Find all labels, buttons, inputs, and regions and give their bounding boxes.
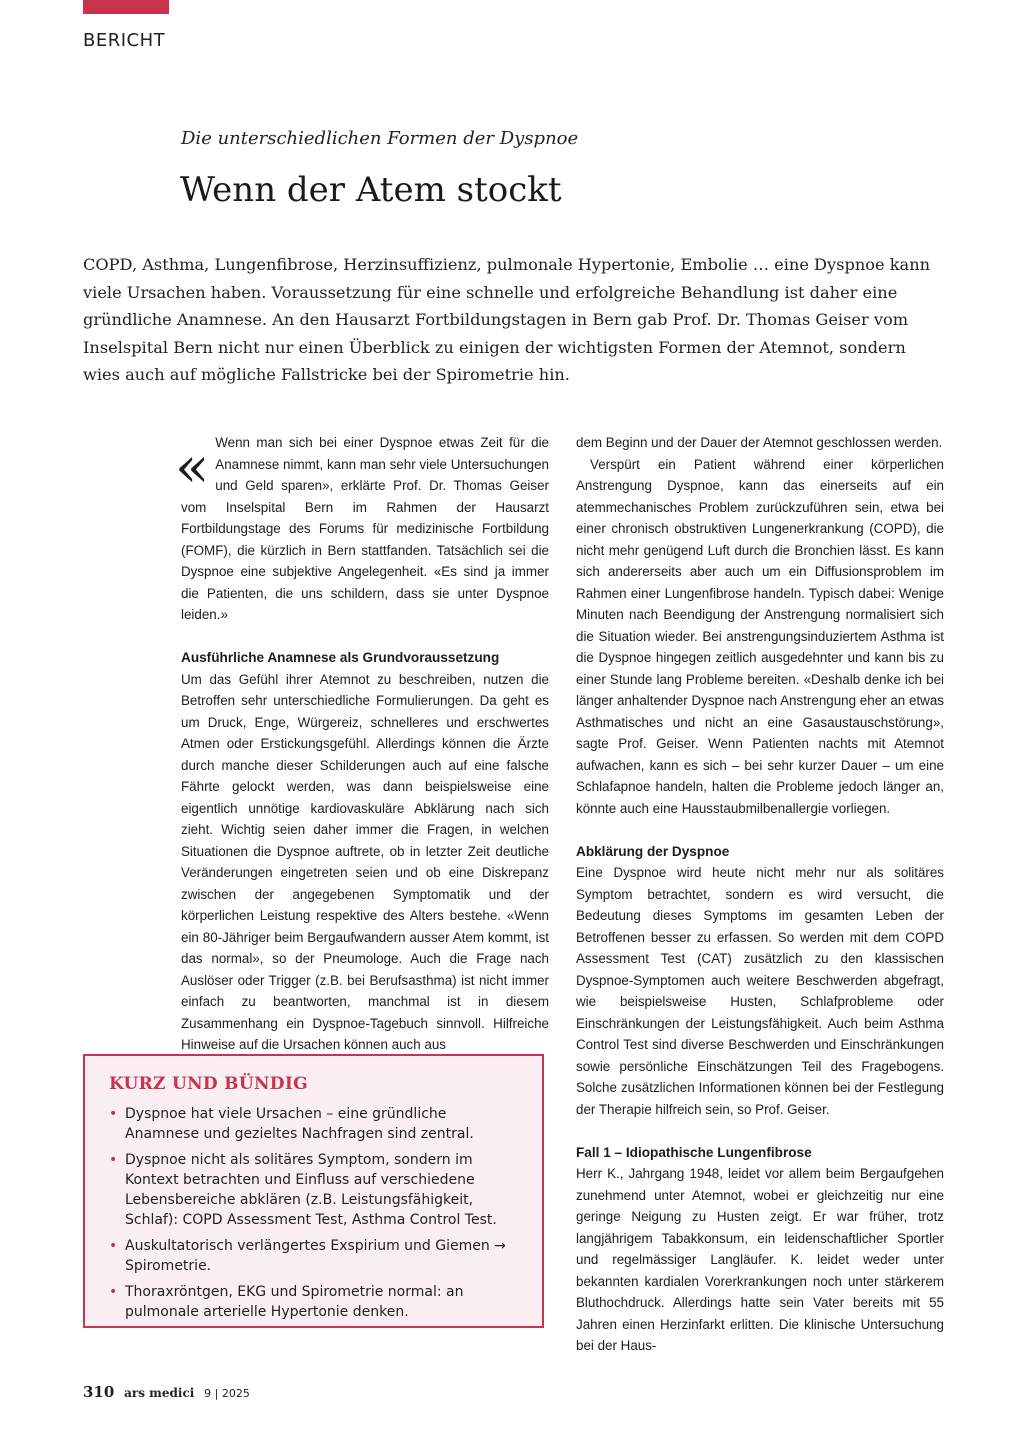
body-paragraph: Um das Gefühl ihrer Atemnot zu beschreiben, nutzen die Betroffen sehr unterschiedliche Formulierungen. Da geht es um Druck, Enge, Würgereiz, schnelleres und erschwertes Atmen oder Erstickungsgefühl. Allerdings können die Ärzte durch manche dieser Schilderungen auch auf eine falsche Fährte gelockt werden, was dann beispielsweise eine eigentlich unnötige kardiovaskuläre Abklärung nach sich zieht. Wichtig seien daher immer die Fragen, in welchen Situationen die Dyspnoe auftrete, ob in letzter Zeit deutliche Veränderungen eingetreten seien und ob eine Diskrepanz zwischen der angegebenen Symptomatik und der körperlichen Leistung respektive des Alters bestehe. «Wenn ein 80-Jähriger beim Bergaufwandern ausser Atem kommt, ist das normal», so der Pneumologe. Auch die Frage nach Auslöser oder Trigger (z.B. bei Berufsasthma) ist nicht immer einfach zu beantworten, manchmal ist in diesem Zusammenhang ein Dyspnoe-Tagebuch sinnvoll. Hilfreiche Hinweise auf die Ursachen können auch aus (181, 671, 549, 1052)
intro-text: Wenn man sich bei einer Dyspnoe etwas Zeit für die Anamnese nimmt, kann man sehr viele Untersuchungen und Geld sparen», erklärte Prof. Dr. Thomas Geiser vom Inselspital Bern im Rahmen der Hausarzt Fortbildungstage des Forums für medizinische Fortbildung (FOMF), die kürzlich in Bern stattfanden. Tatsächlich sei die Dyspnoe eine subjektive Angelegenheit. «Es sind ja immer die Patienten, die uns schildern, dass sie unter Dyspnoe leiden.» (181, 435, 549, 622)
text-column-right (576, 432, 944, 1357)
summary-list (109, 1104, 514, 1322)
subheading-abklaerung: Abklärung der Dyspnoe (576, 843, 730, 859)
issue-number: 9 | 2025 (204, 1387, 250, 1400)
bullet-icon: • (109, 1106, 118, 1122)
summary-box-title: KURZ UND BÜNDIG (109, 1074, 308, 1094)
article-headline: Wenn der Atem stockt (180, 170, 562, 210)
bullet-icon: • (109, 1284, 118, 1300)
opening-quote-mark: « (175, 435, 210, 500)
summary-list-item: • Auskultatorisch verlängertes Exspirium und Giemen → Spirometrie. (109, 1238, 506, 1274)
body-paragraph: Eine Dyspnoe wird heute nicht mehr nur als solitäres Symptom betrachtet, sondern es wird versucht, die Bedeutung dieses Symptoms im gesamten Leben der Betroffenen besser zu erfassen. So werden mit dem COPD Assessment Test (CAT) zusätzlich zu den klassischen Dyspnoe-Symptomen auch weitere Beschwerden abgefragt, wie beispielsweise Husten, Schlafprobleme oder Einschränkungen der Leistungsfähigkeit. Auch beim Asthma Control Test sind diverse Beschwerden und Einschränkungen sowie persönliche Einschätzungen Teil des Fragebogens. Solche zusätzlichen Informationen können bei der Festlegung der Therapie hilfreich sein, so Prof. Geiser. (576, 865, 944, 1117)
page-footer (83, 1383, 250, 1401)
subheading-anamnese: Ausführliche Anamnese als Grundvoraussetzung (181, 650, 500, 665)
section-label: BERICHT (83, 30, 166, 51)
magazine-name: ars medici (124, 1386, 195, 1400)
summary-list-item: • Thoraxröntgen, EKG und Spirometrie normal: an pulmonale arterielle Hypertonie denken. (109, 1284, 464, 1320)
body-paragraph: Herr K., Jahrgang 1948, leidet vor allem beim Bergaufgehen zunehmend unter Atemnot, wobei er gleichzeitig nur eine geringe Neigung zu Husten zeigt. Er war früher, trotz langjährigem Tabakkonsum, ein leidenschaftlicher Sportler und regelmässiger Langläufer. K. leidet weder unter bekannten kardialen Vorerkrankungen noch unter stärkerem Bluthochdruck. Allerdings hatte sein Vater bereits mit 55 Jahren einen Herzinfarkt erlitten. Die klinische Untersuchung bei der Haus- (576, 1166, 944, 1353)
intro-paragraph (175, 432, 549, 626)
summary-list-item: • Dyspnoe nicht als solitäres Symptom, sondern im Kontext betrachten und Einfluss auf verschiedene Lebensbereiche abklären (z.B. Leistungsfähigkeit, Schlaf): COPD Assessment Test, Asthma Control Test. (109, 1152, 497, 1228)
summary-list-item: • Dyspnoe hat viele Ursachen – eine gründliche Anamnese und gezieltes Nachfragen sind zentral. (109, 1106, 474, 1142)
text-column-left (175, 432, 549, 1056)
bullet-icon: • (109, 1152, 118, 1168)
subheading-fall-1: Fall 1 – Idiopathische Lungenfibrose (576, 1144, 812, 1160)
page-number: 310 (83, 1383, 115, 1401)
section-color-bar (83, 0, 169, 14)
bullet-icon: • (109, 1238, 118, 1254)
body-paragraph: dem Beginn und der Dauer der Atemnot geschlossen werden. (576, 435, 943, 450)
body-paragraph: Verspürt ein Patient während einer körperlichen Anstrengung Dyspnoe, kann das einerseits auf ein atemmechanisches Problem zurückzuführen sein, etwa bei einer chronisch obstruktiven Lungenerkrankung (COPD), die nicht mehr genügend Luft durch die Bronchien lässt. Es kann sich andererseits aber auch um ein Diffusionsproblem im Rahmen einer Lungenfibrose handeln. Typisch dabei: Wenige Minuten nach Beendigung der Anstrengung normalisiert sich die Situation wieder. Bei anstrengungsinduziertem Asthma ist die Dyspnoe hingegen zeitlich ausgedehnter und kann bis zu einer Stunde lang Probleme bereiten. «Deshalb denke ich bei länger anhaltender Dyspnoe nach Anstrengung eher an etwas Asthmatisches und nicht an eine Gasaustauschstörung», sagte Prof. Geiser. Wenn Patienten nachts mit Atemnot aufwachen, kann es sich – bei sehr kurzer Dauer – um eine Schlafapnoe handeln, halten die Probleme jedoch länger an, könnte auch eine Hausstaubmilbenallergie vorliegen. (576, 456, 944, 816)
article-kicker: Die unterschiedlichen Formen der Dyspnoe (181, 128, 579, 149)
summary-box (83, 1054, 544, 1328)
article-lead: COPD, Asthma, Lungenfibrose, Herzinsuffizienz, pulmonale Hypertonie, Embolie … eine Dyspnoe kann viele Ursachen haben. Voraussetzung für eine schnelle und erfolgreiche Behandlung ist daher eine gründliche Anamnese. An den Hausarzt Fortbildungstagen in Bern gab Prof. Dr. Thomas Geiser vom Inselspital Bern nicht nur einen Überblick zu einigen der wichtigsten Formen der Atemnot, sondern wies auch auf mögliche Fallstricke bei der Spirometrie hin. (83, 255, 931, 384)
